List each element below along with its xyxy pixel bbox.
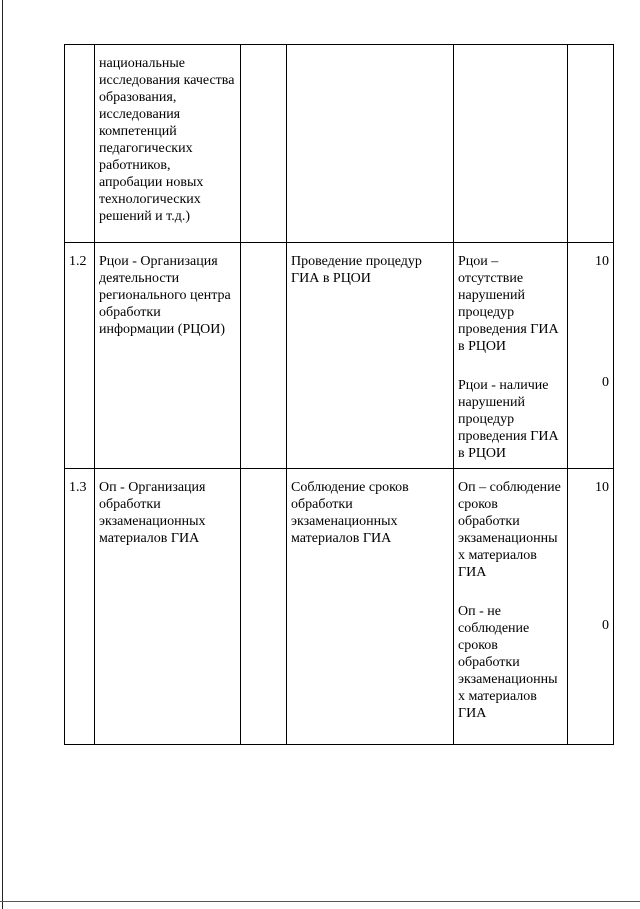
indicator-text: Рцои - наличие нарушений процедур проведения ГИА в РЦОИ xyxy=(458,378,559,461)
score-cell xyxy=(568,45,614,243)
table-row xyxy=(65,45,614,243)
score-value: 0 xyxy=(602,618,609,633)
row-number-cell xyxy=(65,45,95,243)
indicator-text: Оп - не соблюдение сроков обработки экзаменационны х материалов ГИА xyxy=(458,604,558,721)
criterion-name-cell: Рцои - Организация деятельности регионального центра обработки информации (РЦОИ) xyxy=(95,243,241,469)
score-value: 10 xyxy=(595,480,609,495)
page-bottom-line xyxy=(0,901,640,902)
score-value: 0 xyxy=(602,375,609,390)
procedure-cell: Проведение процедур ГИА в РЦОИ xyxy=(287,243,454,469)
empty-cell xyxy=(241,45,287,243)
indicator-cell xyxy=(454,243,568,469)
score-cell xyxy=(568,469,614,745)
page-edge-line xyxy=(2,0,3,909)
score-value: 10 xyxy=(595,254,609,269)
empty-cell xyxy=(241,469,287,745)
table-row xyxy=(65,243,614,469)
criterion-name-cell: национальные исследования качества образования, исследования компетенций педагогических работников, апробации новых технологических решений и т.д.) xyxy=(95,45,241,243)
score-cell xyxy=(568,243,614,469)
row-number-cell: 1.2 xyxy=(65,243,95,469)
indicator-text: Рцои – отсутствие нарушений процедур проведения ГИА в РЦОИ xyxy=(458,254,559,354)
procedure-cell: Соблюдение сроков обработки экзаменационных материалов ГИА xyxy=(287,469,454,745)
table-row xyxy=(65,469,614,745)
indicator-text: Оп – соблюдение сроков обработки экзаменационны х материалов ГИА xyxy=(458,480,561,580)
empty-cell xyxy=(241,243,287,469)
row-number-cell: 1.3 xyxy=(65,469,95,745)
criterion-name-cell: Оп - Организация обработки экзаменационных материалов ГИА xyxy=(95,469,241,745)
indicator-cell xyxy=(454,469,568,745)
procedure-cell xyxy=(287,45,454,243)
indicator-cell xyxy=(454,45,568,243)
criteria-table xyxy=(64,44,614,745)
